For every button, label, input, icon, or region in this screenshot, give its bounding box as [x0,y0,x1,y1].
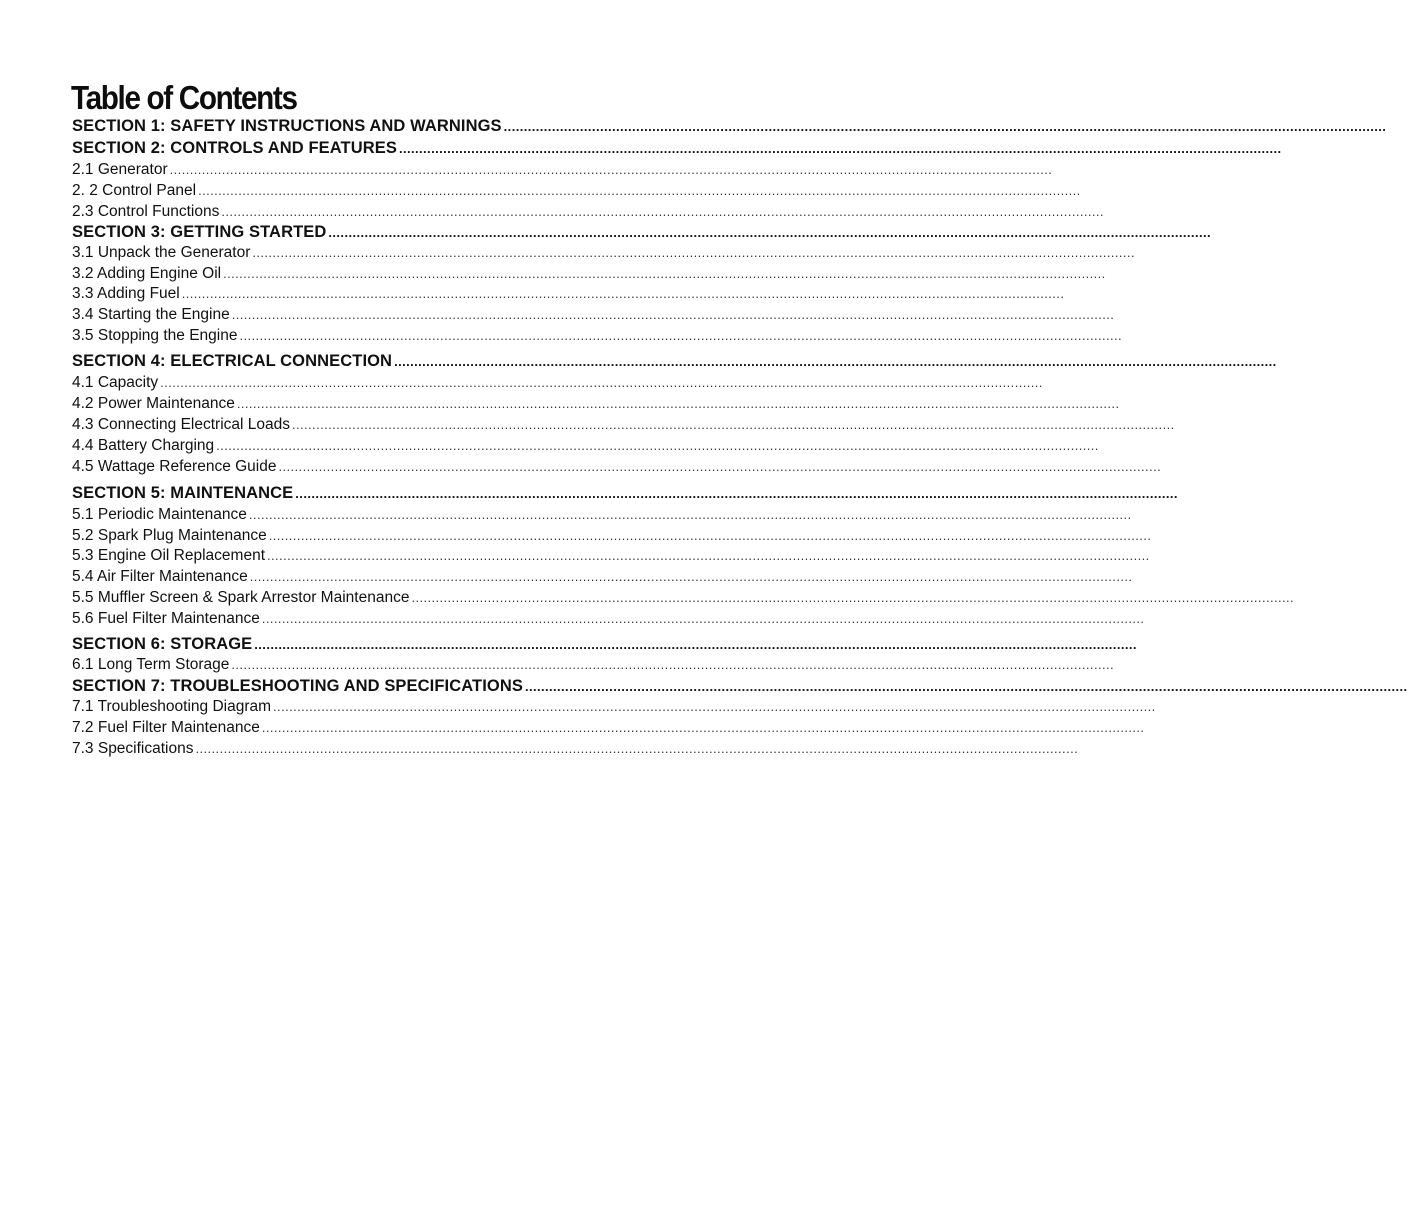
toc-item-entry [72,415,1175,435]
toc-entry-label: 3.2 Adding Engine Oil [72,265,222,282]
toc-entry-label: 3.5 Stopping the Engine [72,327,238,344]
dot-leader: ............................................................................................................................................................................................................................ [278,459,1162,474]
toc-entry-label: SECTION 7: TROUBLESHOOTING AND SPECIFICATIONS [72,677,523,695]
toc-entry-label: 7.3 Specifications [72,740,194,757]
dot-leader: ............................................................................................................................................................................................................................ [223,266,1106,281]
dot-leader: ............................................................................................................................................................................................................................ [295,486,1178,501]
dot-leader: ............................................................................................................................................................................................................................ [254,637,1137,652]
toc-entry-label: 3.1 Unpack the Generator [72,244,251,261]
dot-leader: ............................................................................................................................................................................................................................ [328,225,1211,240]
dot-leader: ............................................................................................................................................................................................................................ [261,611,1145,626]
dot-leader: ............................................................................................................................................................................................................................ [239,328,1123,343]
toc-item-entry [72,718,1145,738]
dot-leader: ............................................................................................................................................................................................................................ [398,141,1282,156]
toc-entry-label: 7.1 Troubleshooting Diagram [72,698,272,715]
toc-item-entry [72,567,1133,587]
toc-item-entry [72,609,1145,629]
toc-entry-label: SECTION 6: STORAGE [72,635,253,653]
toc-section-entry [72,351,1277,371]
toc-entry-label: SECTION 2: CONTROLS AND FEATURES [72,139,397,157]
dot-leader: ............................................................................................................................................................................................................................ [231,307,1115,322]
toc-item-entry [72,457,1162,477]
toc-item-entry [72,243,1135,263]
toc-item-entry [72,373,1043,393]
toc-item-entry [72,284,1065,304]
dot-leader: ............................................................................................................................................................................................................................ [394,354,1277,369]
toc-entry-label: 7.2 Fuel Filter Maintenance [72,719,260,736]
toc-section-entry [72,116,1387,136]
toc-entry-label: 5.5 Muffler Screen & Spark Arrestor Maintenance [72,589,410,606]
toc-section-entry [72,222,1211,242]
toc-entry-label: 5.3 Engine Oil Replacement [72,547,266,564]
dot-leader: ............................................................................................................................................................................................................................ [411,590,1295,605]
toc-item-entry [72,505,1132,525]
toc-item-entry [72,588,1295,608]
toc-item-entry [72,264,1106,284]
toc-entry-label: 3.4 Starting the Engine [72,306,230,323]
dot-leader: ............................................................................................................................................................................................................................ [195,741,1079,756]
toc-item-entry [72,181,1081,201]
dot-leader: ............................................................................................................................................................................................................................ [261,720,1145,735]
dot-leader: ............................................................................................................................................................................................................................ [267,548,1150,563]
toc-section-entry [72,483,1178,503]
page-title: Table of Contents [71,79,297,116]
dot-leader: ............................................................................................................................................................................................................................ [292,417,1175,432]
toc-item-entry [72,394,1120,414]
dot-leader: ............................................................................................................................................................................................................................ [198,183,1081,198]
toc-entry-label: 6.1 Long Term Storage [72,656,230,673]
toc-entry-label: 4.2 Power Maintenance [72,395,235,412]
toc-entry-label: 4.1 Capacity [72,374,159,391]
dot-leader: ............................................................................................................................................................................................................................ [231,657,1115,672]
toc-item-entry [72,326,1123,346]
toc-item-entry [72,305,1115,325]
toc-entry-label: 5.4 Air Filter Maintenance [72,568,248,585]
toc-entry-label: 4.5 Wattage Reference Guide [72,458,277,475]
dot-leader: ............................................................................................................................................................................................................................ [248,507,1132,522]
toc-item-entry [72,202,1104,222]
toc-section-entry [72,634,1137,654]
dot-leader: ............................................................................................................................................................................................................................ [503,119,1387,134]
toc-item-entry [72,739,1079,759]
toc-entry-label: 2.3 Control Functions [72,203,220,220]
dot-leader: ............................................................................................................................................................................................................................ [221,204,1104,219]
dot-leader: ............................................................................................................................................................................................................................ [524,679,1408,694]
toc-entry-label: 4.4 Battery Charging [72,437,215,454]
toc-entry-label: SECTION 4: ELECTRICAL CONNECTION [72,352,393,370]
toc-item-entry [72,546,1150,566]
toc-item-entry [72,160,1053,180]
toc-section-entry [72,676,1408,696]
toc-entry-label: 2.1 Generator [72,161,168,178]
toc-entry-label: 4.3 Connecting Electrical Loads [72,416,290,433]
toc-item-entry [72,526,1152,546]
dot-leader: ............................................................................................................................................................................................................................ [249,569,1133,584]
dot-leader: ............................................................................................................................................................................................................................ [181,286,1065,301]
toc-item-entry [72,697,1156,717]
dot-leader: ............................................................................................................................................................................................................................ [216,438,1099,453]
toc-entry-label: SECTION 5: MAINTENANCE [72,484,294,502]
toc-section-entry [72,138,1282,158]
toc-item-entry [72,655,1115,675]
dot-leader: ............................................................................................................................................................................................................................ [160,375,1043,390]
toc-entry-label: 5.2 Spark Plug Maintenance [72,527,267,544]
toc-entry-label: 5.6 Fuel Filter Maintenance [72,610,260,627]
dot-leader: ............................................................................................................................................................................................................................ [273,699,1156,714]
dot-leader: ............................................................................................................................................................................................................................ [236,396,1120,411]
toc-entry-label: SECTION 3: GETTING STARTED [72,223,327,241]
toc-entry-label: 2. 2 Control Panel [72,182,197,199]
dot-leader: ............................................................................................................................................................................................................................ [169,162,1053,177]
toc-entry-label: SECTION 1: SAFETY INSTRUCTIONS AND WARNINGS [72,117,502,135]
toc-entry-label: 5.1 Periodic Maintenance [72,506,247,523]
dot-leader: ............................................................................................................................................................................................................................ [268,528,1152,543]
toc-entry-label: 3.3 Adding Fuel [72,285,180,302]
dot-leader: ............................................................................................................................................................................................................................ [252,245,1135,260]
toc-item-entry [72,436,1099,456]
